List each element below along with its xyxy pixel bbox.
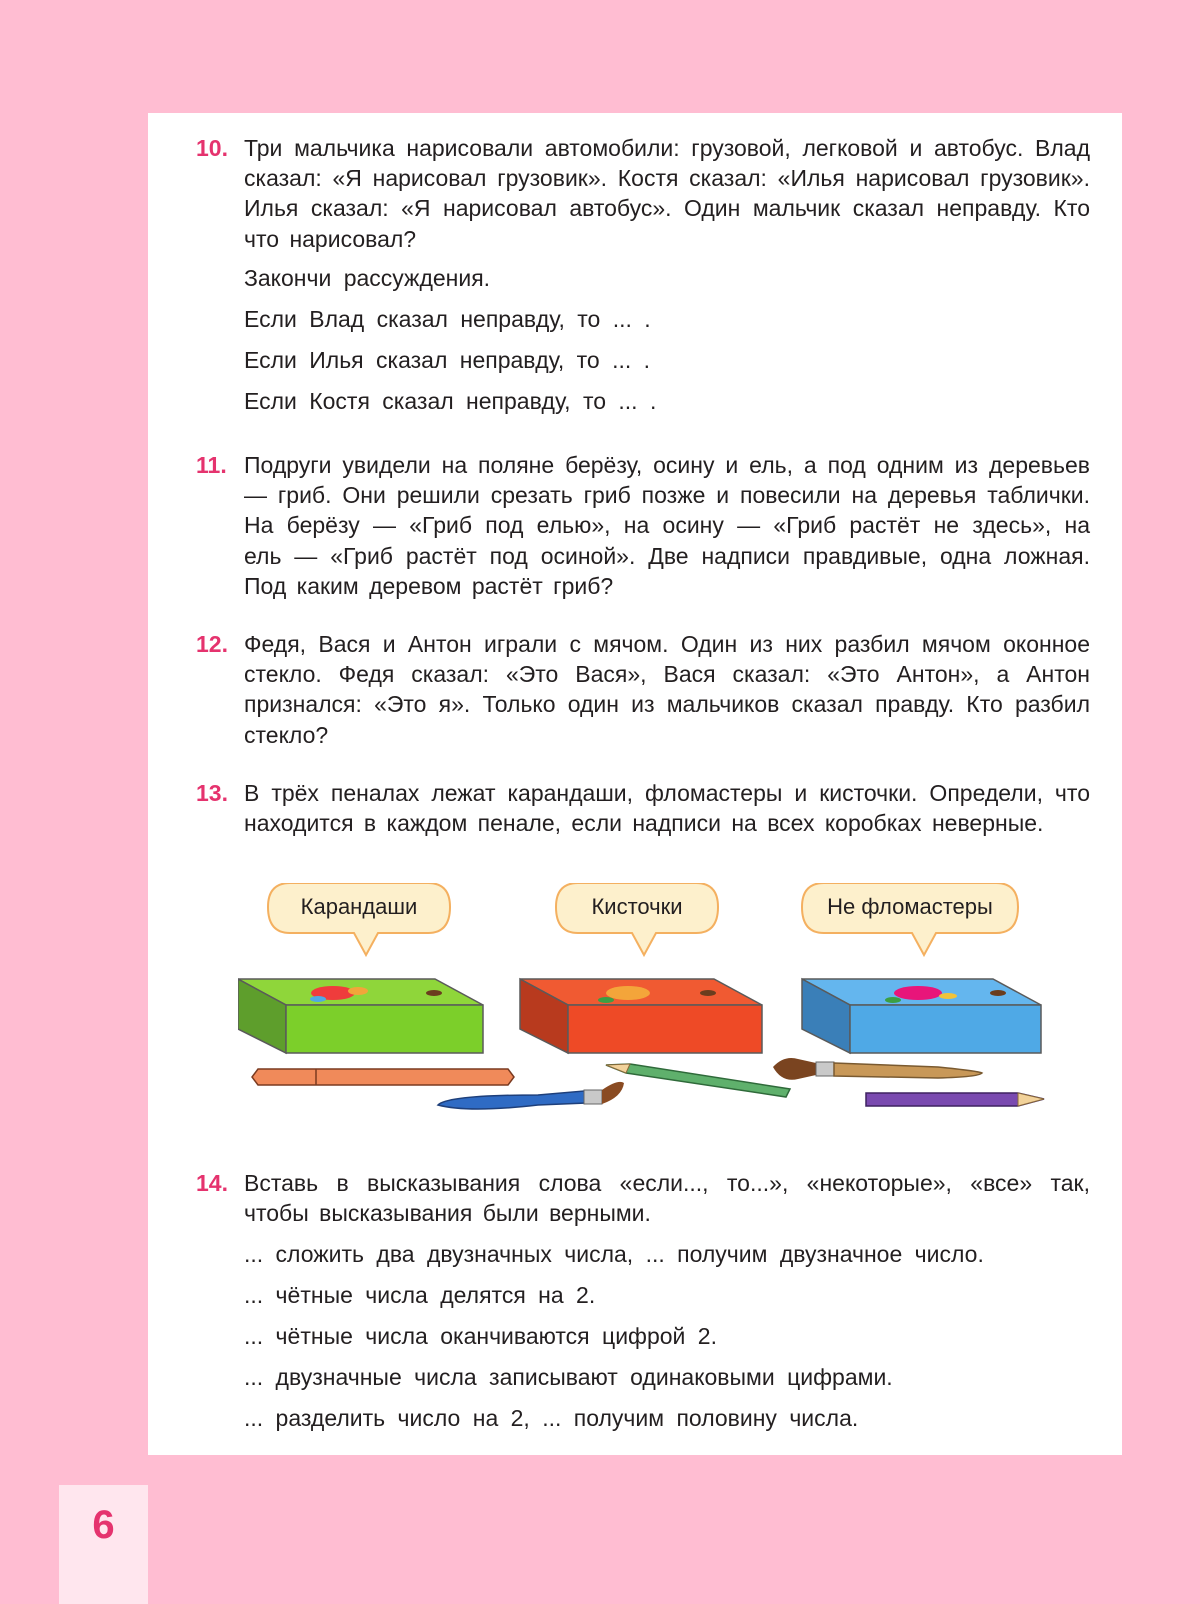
bubble-label-3: Не фломастеры (827, 894, 993, 919)
task-number: 11. (196, 452, 227, 478)
task-number: 12. (196, 631, 228, 657)
pencil-cases-illustration (238, 883, 1058, 1123)
page-number: 6 (92, 1503, 115, 1547)
page-sheet (148, 113, 1122, 1455)
paintbrush-icon (438, 1082, 624, 1109)
task-12-text: Федя, Вася и Антон играли с мячом. Один из них разбил мячом оконное стекло. Федя сказал: «Это Вася», Вася сказал: «Это Антон», а Антон признался: «Это я». Только один из мальчиков сказал правду. Кто разбил стекло? (244, 631, 1090, 748)
marker-icon (252, 1069, 514, 1085)
task-10-line-2: Если Влад сказал неправду, то ... . (244, 306, 651, 332)
task-14-line-1: ... сложить два двузначных числа, ... получим двузначное число. (244, 1241, 984, 1267)
task-10-line-1: Закончи рассуждения. (244, 265, 491, 291)
task-10-line-4: Если Костя сказал неправду, то ... . (244, 388, 657, 414)
paintbrush-icon-2 (773, 1058, 982, 1080)
task-number: 13. (196, 780, 228, 806)
task-number: 14. (196, 1170, 228, 1196)
task-14-line-5: ... разделить число на 2, ... получим половину числа. (244, 1405, 859, 1431)
green-pencil-case (238, 979, 483, 1053)
task-10-text: Три мальчика нарисовали автомобили: грузовой, легковой и автобус. Влад сказал: «Я нарисовал грузовик». Костя сказал: «Илья нарисовал грузовик». Илья сказал: «Я нарисовал автобус». Один мальчик сказал неправду. Кто что нарисовал? (244, 135, 1090, 252)
task-text (244, 133, 1090, 254)
purple-pencil-icon (866, 1093, 1044, 1106)
task-11-text: Подруги увидели на поляне берёзу, осину и ель, а под одним из деревьев — гриб. Они решили срезать гриб позже и повесили на деревья таблички. На берёзу — «Гриб под елью», на осину — «Гриб растёт не здесь», на ель — «Гриб растёт под осиной». Две надписи правдивые, одна ложная. Под каким деревом растёт гриб? (244, 452, 1090, 599)
task-13-text: В трёх пеналах лежат карандаши, фломастеры и кисточки. Определи, что находится в каждом пенале, если надписи на всех коробках неверные. (244, 780, 1090, 837)
task-10-line-3: Если Илья сказал неправду, то ... . (244, 347, 651, 373)
green-pencil-icon (606, 1064, 790, 1097)
task-number: 10. (196, 135, 228, 161)
bubble-label-2: Кисточки (591, 894, 683, 919)
red-pencil-case (520, 979, 762, 1053)
task-14-line-3: ... чётные числа оканчиваются цифрой 2. (244, 1323, 717, 1349)
task-14-line-4: ... двузначные числа записывают одинаковыми цифрами. (244, 1364, 893, 1390)
task-14-text: Вставь в высказывания слова «если..., то...», «некоторые», «все» так, чтобы высказывания были верными. (244, 1170, 1090, 1227)
task-14-line-2: ... чётные числа делятся на 2. (244, 1282, 596, 1308)
bubble-label-1: Карандаши (300, 894, 418, 919)
blue-pencil-case (802, 979, 1041, 1053)
page-number-tab (59, 1485, 148, 1604)
